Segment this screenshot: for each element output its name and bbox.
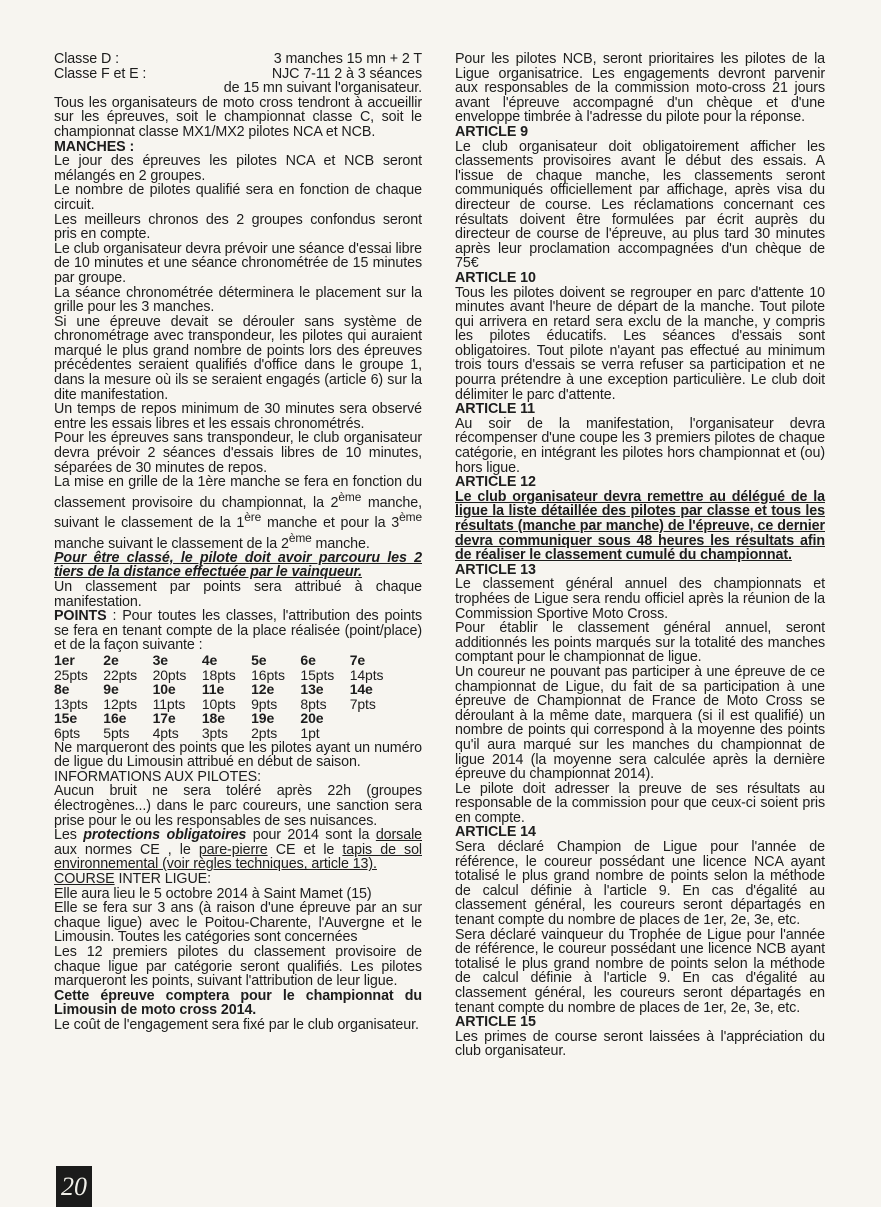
article-15-heading: ARTICLE 15 xyxy=(455,1014,536,1031)
points-cell: 2pts xyxy=(251,725,278,742)
points-cell: 13pts xyxy=(54,695,88,712)
paragraph-bruit: Aucun bruit ne sera toléré après 22h (groupes électrogènes...) dans le parc coureurs, une sanction sera prise pour le ou les responsables de ses nuisances. xyxy=(54,783,422,829)
classe-fe-cont: de 15 mn suivant l'organisateur. xyxy=(223,80,422,97)
points-table xyxy=(54,653,399,741)
paragraph-course-1: Elle aura lieu le 5 octobre 2014 à Saint Mamet (15) xyxy=(54,885,372,902)
article-14-text-2: Sera déclaré vainqueur du Trophée de Ligue pour l'année de référence, le coureur possédant une licence NCB ayant totalisé le plus grand nombre de points selon la méthode de calcul définie à l'article 9. En cas d'égalité au classement général, les coureurs seront départagés en tenant compte du nombre de places de 1er, 2e, 3e, etc. xyxy=(455,926,825,1016)
paragraph-organisateurs: Tous les organisateurs de moto cross tendront à accueillir sur les épreuves, soit le championnat classe C, soit le championnat classe MX1/MX2 pilotes NCA et NCB. xyxy=(54,94,422,140)
points-cell: 8pts xyxy=(300,695,327,712)
article-12-text: Le club organisateur devra remettre au délégué de la ligue la liste détaillée des pilotes par classe et tous les résultats (manche par manche) de l'épreuve, ce dernier devra communiquer sous 48 heures les résultats afin de réaliser le classement cumulé du championnat. xyxy=(455,488,825,564)
paragraph-manches-3: Les meilleurs chronos des 2 groupes confondus seront pris en compte. xyxy=(54,211,422,243)
points-cell: 3pts xyxy=(201,725,228,742)
paragraph-points: POINTS : Pour toutes les classes, l'attribution des points se fera en tenant compte de la place réalisée (point/place) et de la façon suivante : xyxy=(54,608,422,654)
points-rank-row xyxy=(54,711,399,726)
paragraph-manches-5: La séance chronométrée déterminera le placement sur la grille pour les 3 manches. xyxy=(54,284,422,316)
paragraph-manches-1: Le jour des épreuves les pilotes NCA et NCB seront mélangés en 2 groupes. xyxy=(54,153,422,184)
rank-cell: 15e xyxy=(54,710,78,727)
classe-d-row xyxy=(54,52,422,67)
manches-heading: MANCHES : xyxy=(54,138,135,155)
points-cell: 25pts xyxy=(54,666,88,683)
points-cell: 16pts xyxy=(251,666,285,683)
points-cell: 6pts xyxy=(54,725,81,742)
rank-cell: 7e xyxy=(349,652,366,669)
rank-cell: 8e xyxy=(54,681,70,698)
article-13-text-1: Le classement général annuel des championnats et trophées de Ligue sera rendu officiel après la réunion de la Commission Sportive Moto Cross. xyxy=(455,576,825,622)
classe-d-value: 3 manches 15 mn + 2 T xyxy=(273,51,422,67)
paragraph-course-2: Elle se fera sur 3 ans (à raison d'une épreuve par an sur chaque ligue) avec le Poitou-Charente, l'Auvergne et le Limousin. Toutes les catégories sont concernées xyxy=(54,900,422,946)
article-14-heading: ARTICLE 14 xyxy=(455,824,536,841)
paragraph-numero-ligue: Ne marqueront des points que les pilotes ayant un numéro de ligue du Limousin attribué en début de saison. xyxy=(54,739,422,771)
rank-cell: 5e xyxy=(251,652,267,669)
article-12-heading: ARTICLE 12 xyxy=(455,474,536,491)
article-13-text-4: Le pilote doit adresser la preuve de ses résultats au responsable de la commission pour que ceux-ci soient pris en compte. xyxy=(455,780,825,826)
points-cell: 12pts xyxy=(103,695,138,712)
informations-heading: INFORMATIONS AUX PILOTES: xyxy=(54,768,261,785)
rank-cell xyxy=(350,711,399,726)
article-9-heading: ARTICLE 9 xyxy=(455,123,528,140)
points-cell: 22pts xyxy=(103,666,138,683)
classe-fe-value: NJC 7-11 2 à 3 séances xyxy=(271,65,422,82)
rank-cell: 14e xyxy=(349,681,373,698)
paragraph-mise-en-grille: La mise en grille de la 1ère manche se fera en fonction du classement provisoire du championnat, la 2ème manche, suivant le classement de la 1ère manche et pour la 3ème manche suivant le classement de la 2ème manche. xyxy=(54,474,422,552)
article-11-text: Au soir de la manifestation, l'organisateur devra récompenser d'une coupe les 3 premiers pilotes de chaque catégorie, en intégrant les pilotes hors championnat et (ou) hors ligue. xyxy=(455,415,825,476)
rank-cell: 12e xyxy=(251,681,275,698)
rank-cell: 1er xyxy=(54,652,75,669)
points-cell: 4pts xyxy=(152,725,179,742)
points-value-row xyxy=(54,726,399,741)
rank-cell: 4e xyxy=(201,652,218,669)
paragraph-protections: Les protections obligatoires pour 2014 sont la dorsale aux normes CE , le pare-pierre CE et le tapis de sol environnemental (voir règles techniques, article 13). xyxy=(54,827,423,873)
paragraph-manches-8: Pour les épreuves sans transpondeur, le club organisateur devra prévoir 2 séances d'essais libres de 10 minutes, séparées de 30 minutes de repos. xyxy=(54,430,422,476)
points-cell: 14pts xyxy=(349,666,384,683)
rank-cell: 3e xyxy=(152,652,168,669)
article-13-heading: ARTICLE 13 xyxy=(455,561,536,578)
right-column xyxy=(455,52,825,1059)
rank-cell: 20e xyxy=(300,710,324,727)
paragraph-manches-4: Le club organisateur devra prévoir une séance d'essai libre de 10 minutes et une séance chronométrée de 15 minutes par groupe. xyxy=(54,240,422,286)
paragraph-classe-rule: Pour être classé, le pilote doit avoir parcouru les 2 tiers de la distance effectuée par le vainqueur. xyxy=(54,549,422,581)
article-10-heading: ARTICLE 10 xyxy=(455,269,536,286)
points-cell: 20pts xyxy=(152,666,187,683)
points-cell: 7pts xyxy=(349,695,376,712)
rank-cell: 17e xyxy=(152,710,176,727)
rank-cell: 11e xyxy=(201,681,225,698)
rank-cell: 16e xyxy=(103,710,127,727)
page-number: 20 xyxy=(56,1166,92,1207)
paragraph-course-bold: Cette épreuve comptera pour le championnat du Limousin de moto cross 2014. xyxy=(54,987,422,1019)
points-value-row xyxy=(54,668,399,683)
classe-fe-row xyxy=(54,67,422,82)
points-cell: 18pts xyxy=(201,666,236,683)
rank-cell: 9e xyxy=(103,681,119,698)
points-value-row xyxy=(54,697,399,712)
paragraph-manches-7: Un temps de repos minimum de 30 minutes sera observé entre les essais libres et les essais chronométrés. xyxy=(54,401,422,432)
points-cell: 15pts xyxy=(300,666,335,683)
article-9-text: Le club organisateur doit obligatoirement afficher les classements provisoires avant le début des essais. A l'issue de chaque manche, les classements seront communiqués officiellement par affichage, après visa du directeur de course. Les réclamations concernant ces résultats doivent être formulées par écrit auprès du directeur de course de l'épreuve, au plus tard 30 minutes après leur proclamation accompagnées d'un chèque de 75€ xyxy=(455,138,825,272)
article-10-text: Tous les pilotes doivent se regrouper en parc d'attente 10 minutes avant l'heure de départ de la manche. Tout pilote qui arrivera en retard sera exclu de la manche, y compris les pilotes éducatifs. Les séances d'essais sont obligatoires. Tout pilote n'ayant pas effectué au minimum trois tours d'essais se verra refuser sa participation et ne pourra prétendre à une exception particulière. Le club doit délimiter le parc d'attente. xyxy=(455,284,825,403)
course-inter-ligue-heading: COURSE INTER LIGUE: xyxy=(54,870,211,887)
article-14-text-1: Sera déclaré Champion de Ligue pour l'année de référence, le coureur possédant une licence NCA ayant totalisé le plus grand nombre de points selon la méthode de calcul définie à l'article 9. En cas d'égalité au classement général, les coureurs seront départagés en tenant compte du nombre de places de 1er, 2e, 3e, etc. xyxy=(455,839,825,929)
rank-cell: 13e xyxy=(300,681,324,698)
points-cell: 10pts xyxy=(201,695,236,712)
paragraph-manches-6: Si une épreuve devait se dérouler sans système de chronométrage avec transpondeur, les pilotes qui auraient marqué le plus grand nombre de points lors des épreuves précédentes seraient qualifiés d'office dans le groupe 1, dans la mesure où ils se seraient engagés (article 6) sur la dite manifestation. xyxy=(54,313,422,403)
article-15-text: Les primes de course seront laissées à l'appréciation du club organisateur. xyxy=(455,1028,825,1060)
points-cell: 5pts xyxy=(103,725,130,742)
points-heading: POINTS xyxy=(54,608,107,625)
article-13-text-2: Pour établir le classement général annuel, seront additionnés les points marqués sur la totalité des manches comptant pour le championnat de ligue. xyxy=(455,620,825,666)
rank-cell: 6e xyxy=(300,652,316,669)
paragraph-ncb: Pour les pilotes NCB, seront prioritaires les pilotes de la Ligue organisatrice. Les engagements devront parvenir aux responsables de la commission moto-cross 21 jours avant l'épreuve accompagné d'un chèque et d'une enveloppe timbrée à l'adresse du pilote pour la réponse. xyxy=(455,51,825,126)
points-cell xyxy=(350,726,399,741)
points-cell: 11pts xyxy=(152,695,186,712)
paragraph-cout: Le coût de l'engagement sera fixé par le club organisateur. xyxy=(54,1016,419,1033)
points-rank-row xyxy=(54,682,399,697)
rank-cell: 10e xyxy=(152,681,176,698)
article-13-text-3: Un coureur ne pouvant pas participer à une épreuve de ce championnat de Ligue, du fait de sa participation à une épreuve de Championnat de France de Moto Cross se déroulant à la même date, marquera (si il est qualifié) un nombre de points qui correspond à la moyenne des points qu'il aura marqué sur les manches du championnat de ligue 2014 (la moyenne sera calculée après la dernière épreuve du championnat 2014). xyxy=(455,663,825,783)
classe-fe-label: Classe F et E : xyxy=(54,65,147,82)
points-cell: 1pt xyxy=(300,725,320,742)
rank-cell: 19e xyxy=(251,710,275,727)
article-11-heading: ARTICLE 11 xyxy=(455,401,536,418)
points-cell: 9pts xyxy=(251,695,278,712)
rank-cell: 18e xyxy=(201,710,225,727)
paragraph-classement-points: Un classement par points sera attribué à chaque manifestation. xyxy=(54,579,422,610)
paragraph-manches-2: Le nombre de pilotes qualifié sera en fonction de chaque circuit. xyxy=(54,182,422,213)
classe-d-label: Classe D : xyxy=(54,51,119,67)
points-rank-row xyxy=(54,653,399,668)
left-column xyxy=(54,52,422,1032)
rank-cell: 2e xyxy=(103,652,119,669)
paragraph-course-3: Les 12 premiers pilotes du classement provisoire de chaque ligue par catégorie seront qualifiés. Les pilotes marqueront les points, suivant l'attribution de leur ligue. xyxy=(54,943,422,990)
